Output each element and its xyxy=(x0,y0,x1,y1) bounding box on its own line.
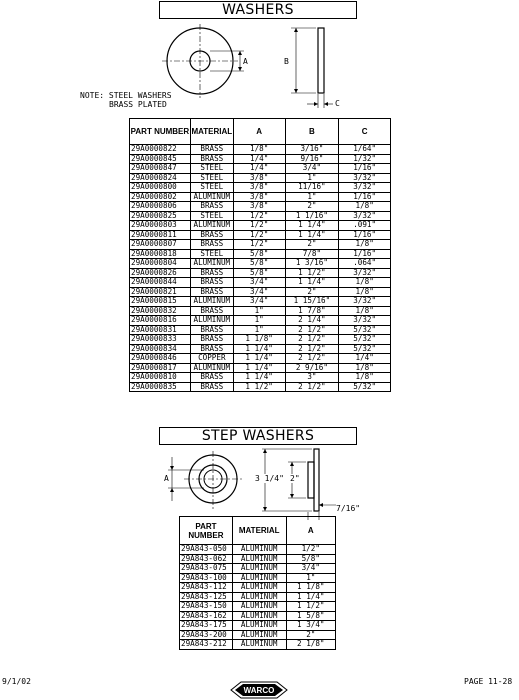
table-cell: ALUMINUM xyxy=(232,621,286,631)
table-cell: 5/8" xyxy=(286,554,335,564)
step-washer-outer-dim-label: 3 1/4" xyxy=(255,474,284,483)
washer-note-line-1: NOTE: STEEL WASHERS xyxy=(80,91,172,100)
table-cell: 29A0000815 xyxy=(130,297,191,307)
table-cell: 29A0000800 xyxy=(130,183,191,193)
table-cell: 2" xyxy=(285,202,339,212)
table-cell: .091" xyxy=(339,221,391,231)
column-header-b: B xyxy=(285,119,339,145)
table-row xyxy=(130,230,391,240)
table-cell: .064" xyxy=(339,259,391,269)
table-cell: 29A0000817 xyxy=(130,363,191,373)
table-cell: 3/8" xyxy=(233,183,285,193)
table-cell: 1" xyxy=(285,173,339,183)
table-cell: 29A843-175 xyxy=(180,621,233,631)
table-cell: 29A0000822 xyxy=(130,145,191,155)
table-cell: 29A0000832 xyxy=(130,306,191,316)
table-cell: BRASS xyxy=(190,306,233,316)
svg-text:WARCO: WARCO xyxy=(243,686,275,695)
table-cell: 29A843-100 xyxy=(180,573,233,583)
table-cell: BRASS xyxy=(190,278,233,288)
step-washer-side-view-diagram xyxy=(256,444,336,524)
table-cell: STEEL xyxy=(190,249,233,259)
table-cell: 1 5/8" xyxy=(286,611,335,621)
table-row xyxy=(130,297,391,307)
table-cell: 29A843-112 xyxy=(180,583,233,593)
table-cell: 1" xyxy=(233,306,285,316)
table-cell: 29A843-062 xyxy=(180,554,233,564)
table-cell: BRASS xyxy=(190,382,233,392)
table-cell: 29A0000833 xyxy=(130,335,191,345)
table-cell: 1 7/8" xyxy=(285,306,339,316)
table-cell: 3/32" xyxy=(339,173,391,183)
step-column-header-a: A xyxy=(286,517,335,545)
table-row xyxy=(130,382,391,392)
table-cell: ALUMINUM xyxy=(232,554,286,564)
table-cell: 1/8" xyxy=(233,145,285,155)
table-row xyxy=(130,259,391,269)
table-cell: 29A0000826 xyxy=(130,268,191,278)
table-cell: 1 15/16" xyxy=(285,297,339,307)
table-cell: 1/2" xyxy=(233,230,285,240)
table-cell: 2" xyxy=(286,630,335,640)
table-cell: 5/32" xyxy=(339,325,391,335)
table-cell: STEEL xyxy=(190,211,233,221)
table-cell: 5/8" xyxy=(233,259,285,269)
table-row xyxy=(180,583,336,593)
table-cell: 1/16" xyxy=(339,249,391,259)
table-cell: BRASS xyxy=(190,373,233,383)
table-cell: 29A0000831 xyxy=(130,325,191,335)
table-cell: STEEL xyxy=(190,173,233,183)
table-cell: 29A843-212 xyxy=(180,640,233,650)
table-cell: 3/32" xyxy=(339,268,391,278)
table-cell: 3/4" xyxy=(233,297,285,307)
table-cell: 2" xyxy=(285,240,339,250)
table-cell: 29A0000810 xyxy=(130,373,191,383)
washer-dim-b-label: B xyxy=(284,57,289,66)
table-cell: 29A0000824 xyxy=(130,173,191,183)
table-row xyxy=(130,154,391,164)
table-cell: BRASS xyxy=(190,230,233,240)
table-cell: ALUMINUM xyxy=(232,630,286,640)
table-cell: 1/4" xyxy=(339,354,391,364)
table-cell: BRASS xyxy=(190,335,233,345)
table-cell: 5/8" xyxy=(233,249,285,259)
table-cell: 11/16" xyxy=(285,183,339,193)
table-cell: BRASS xyxy=(190,268,233,278)
table-row xyxy=(130,145,391,155)
footer-date: 9/1/02 xyxy=(2,677,31,686)
table-cell: 2 1/4" xyxy=(285,316,339,326)
table-cell: 1 1/4" xyxy=(233,363,285,373)
table-cell: 29A0000807 xyxy=(130,240,191,250)
washers-table xyxy=(129,118,391,392)
table-row xyxy=(180,602,336,612)
table-cell: 1 1/8" xyxy=(233,335,285,345)
table-cell: 3/4" xyxy=(233,278,285,288)
table-cell: 1/16" xyxy=(339,164,391,174)
step-washers-table xyxy=(179,516,336,650)
washer-dim-a-label: A xyxy=(243,57,248,66)
table-row xyxy=(130,278,391,288)
table-row xyxy=(180,545,336,555)
table-cell: ALUMINUM xyxy=(232,545,286,555)
washer-note-line-2: BRASS PLATED xyxy=(109,100,167,109)
step-column-header-part-number: PART NUMBER xyxy=(180,517,233,545)
table-cell: STEEL xyxy=(190,183,233,193)
table-cell: 1 1/4" xyxy=(285,221,339,231)
table-cell: 1/2" xyxy=(233,221,285,231)
table-cell: 1/2" xyxy=(233,240,285,250)
table-cell: 29A0000818 xyxy=(130,249,191,259)
column-header-material: MATERIAL xyxy=(190,119,233,145)
table-cell: 29A843-162 xyxy=(180,611,233,621)
table-row xyxy=(130,164,391,174)
table-cell: 3/16" xyxy=(285,145,339,155)
table-cell: 1 1/2" xyxy=(233,382,285,392)
table-row xyxy=(130,335,391,345)
table-cell: 3/32" xyxy=(339,183,391,193)
table-cell: 1 1/4" xyxy=(233,344,285,354)
table-cell: 1" xyxy=(233,325,285,335)
table-cell: BRASS xyxy=(190,240,233,250)
table-row xyxy=(130,192,391,202)
table-row xyxy=(130,240,391,250)
table-cell: 29A0000802 xyxy=(130,192,191,202)
table-cell: 1 3/16" xyxy=(285,259,339,269)
table-cell: ALUMINUM xyxy=(190,316,233,326)
table-cell: STEEL xyxy=(190,164,233,174)
table-row xyxy=(180,621,336,631)
washer-side-view-diagram xyxy=(283,20,343,110)
table-cell: 5/32" xyxy=(339,382,391,392)
table-row xyxy=(180,573,336,583)
step-column-header-material: MATERIAL xyxy=(232,517,286,545)
table-cell: 1 1/4" xyxy=(285,278,339,288)
table-cell: 3/8" xyxy=(233,192,285,202)
table-cell: ALUMINUM xyxy=(190,192,233,202)
table-cell: 1 1/4" xyxy=(285,230,339,240)
table-cell: 1 1/2" xyxy=(286,602,335,612)
table-row xyxy=(130,354,391,364)
column-header-part-number: PART NUMBER xyxy=(130,119,191,145)
table-cell: 9/16" xyxy=(285,154,339,164)
table-cell: 3/32" xyxy=(339,211,391,221)
table-cell: 29A843-075 xyxy=(180,564,233,574)
table-row xyxy=(180,564,336,574)
table-cell: 3" xyxy=(285,373,339,383)
table-cell: 1/2" xyxy=(233,211,285,221)
table-cell: ALUMINUM xyxy=(232,564,286,574)
step-washer-dim-a-label: A xyxy=(164,474,169,483)
table-cell: 2 1/2" xyxy=(285,354,339,364)
washers-title: WASHERS xyxy=(159,1,357,19)
table-cell: 1 1/4" xyxy=(286,592,335,602)
table-cell: 1/8" xyxy=(339,202,391,212)
table-row xyxy=(130,306,391,316)
table-cell: 1/4" xyxy=(233,154,285,164)
step-washer-thickness-arrow xyxy=(300,500,340,510)
table-cell: 29A843-200 xyxy=(180,630,233,640)
table-row xyxy=(130,173,391,183)
washers-table-body xyxy=(130,145,391,392)
table-cell: ALUMINUM xyxy=(232,602,286,612)
table-cell: 2 1/2" xyxy=(285,325,339,335)
table-row xyxy=(130,268,391,278)
table-row xyxy=(130,363,391,373)
table-row xyxy=(130,325,391,335)
table-row xyxy=(130,287,391,297)
table-cell: 29A0000816 xyxy=(130,316,191,326)
table-cell: ALUMINUM xyxy=(190,221,233,231)
table-cell: 1/8" xyxy=(339,306,391,316)
table-cell: 29A0000846 xyxy=(130,354,191,364)
table-cell: 29A0000835 xyxy=(130,382,191,392)
table-row xyxy=(180,640,336,650)
table-cell: 3/4" xyxy=(233,287,285,297)
column-header-c: C xyxy=(339,119,391,145)
washer-front-view-diagram xyxy=(160,20,250,100)
step-washers-title: STEP WASHERS xyxy=(159,427,357,445)
step-washer-step-dim-label: 2" xyxy=(290,474,300,483)
table-cell: 29A0000803 xyxy=(130,221,191,231)
table-cell: ALUMINUM xyxy=(190,297,233,307)
table-cell: 2 1/2" xyxy=(285,344,339,354)
table-cell: 1/16" xyxy=(339,192,391,202)
table-cell: 1 1/4" xyxy=(233,373,285,383)
table-row xyxy=(130,316,391,326)
table-cell: 1/8" xyxy=(339,240,391,250)
table-cell: 1/8" xyxy=(339,373,391,383)
table-cell: 2 1/8" xyxy=(286,640,335,650)
step-washers-table-body xyxy=(180,545,336,650)
table-cell: 3/8" xyxy=(233,202,285,212)
table-cell: 1/8" xyxy=(339,363,391,373)
table-cell: 2 1/2" xyxy=(285,382,339,392)
table-cell: 29A843-150 xyxy=(180,602,233,612)
table-cell: 3/32" xyxy=(339,297,391,307)
column-header-a: A xyxy=(233,119,285,145)
table-row xyxy=(130,221,391,231)
table-cell: 5/32" xyxy=(339,344,391,354)
step-washer-thickness-dim-label: 7/16" xyxy=(336,504,361,513)
table-cell: 29A0000825 xyxy=(130,211,191,221)
table-cell: 29A0000806 xyxy=(130,202,191,212)
table-cell: 7/8" xyxy=(285,249,339,259)
table-cell: BRASS xyxy=(190,325,233,335)
table-row xyxy=(180,611,336,621)
table-cell: 3/4" xyxy=(285,164,339,174)
table-cell: BRASS xyxy=(190,287,233,297)
table-cell: 1" xyxy=(233,316,285,326)
table-cell: 1/16" xyxy=(339,230,391,240)
table-cell: 1/8" xyxy=(339,278,391,288)
table-row xyxy=(130,211,391,221)
table-cell: ALUMINUM xyxy=(232,573,286,583)
table-cell: 5/32" xyxy=(339,335,391,345)
table-cell: ALUMINUM xyxy=(190,259,233,269)
table-cell: 1" xyxy=(286,573,335,583)
table-cell: 1/32" xyxy=(339,154,391,164)
table-cell: 1/4" xyxy=(233,164,285,174)
table-cell: 29A843-050 xyxy=(180,545,233,555)
table-cell: ALUMINUM xyxy=(190,363,233,373)
table-cell: 1 1/8" xyxy=(286,583,335,593)
table-cell: 1" xyxy=(285,192,339,202)
table-cell: 1 1/4" xyxy=(233,354,285,364)
table-row xyxy=(180,592,336,602)
table-row xyxy=(180,630,336,640)
table-cell: 1 1/16" xyxy=(285,211,339,221)
table-cell: 2 1/2" xyxy=(285,335,339,345)
footer-page-number: PAGE 11-28 xyxy=(464,677,513,686)
table-cell: 3/32" xyxy=(339,316,391,326)
table-row xyxy=(130,249,391,259)
table-cell: 2" xyxy=(285,287,339,297)
table-cell: 2 9/16" xyxy=(285,363,339,373)
table-cell: COPPER xyxy=(190,354,233,364)
table-cell: ALUMINUM xyxy=(232,583,286,593)
table-cell: ALUMINUM xyxy=(232,592,286,602)
table-cell: ALUMINUM xyxy=(232,640,286,650)
table-row xyxy=(180,554,336,564)
table-cell: 1/64" xyxy=(339,145,391,155)
table-cell: 29A0000845 xyxy=(130,154,191,164)
table-cell: 3/4" xyxy=(286,564,335,574)
table-cell: 29A0000834 xyxy=(130,344,191,354)
table-cell: 1/8" xyxy=(339,287,391,297)
table-row xyxy=(130,183,391,193)
table-cell: 29A0000847 xyxy=(130,164,191,174)
step-washer-front-view-diagram xyxy=(160,447,250,517)
warco-logo xyxy=(229,680,289,700)
table-cell: 5/8" xyxy=(233,268,285,278)
table-cell: BRASS xyxy=(190,145,233,155)
table-cell: 29A843-125 xyxy=(180,592,233,602)
table-cell: 29A0000821 xyxy=(130,287,191,297)
table-cell: 1 3/4" xyxy=(286,621,335,631)
table-row xyxy=(130,373,391,383)
table-cell: BRASS xyxy=(190,202,233,212)
table-cell: 29A0000844 xyxy=(130,278,191,288)
table-cell: BRASS xyxy=(190,154,233,164)
table-cell: 1/2" xyxy=(286,545,335,555)
washer-dim-c-label: C xyxy=(335,99,340,108)
table-cell: 29A0000804 xyxy=(130,259,191,269)
table-cell: BRASS xyxy=(190,344,233,354)
table-row xyxy=(130,344,391,354)
table-cell: 1 1/2" xyxy=(285,268,339,278)
table-cell: 29A0000811 xyxy=(130,230,191,240)
table-cell: ALUMINUM xyxy=(232,611,286,621)
table-row xyxy=(130,202,391,212)
table-cell: 3/8" xyxy=(233,173,285,183)
